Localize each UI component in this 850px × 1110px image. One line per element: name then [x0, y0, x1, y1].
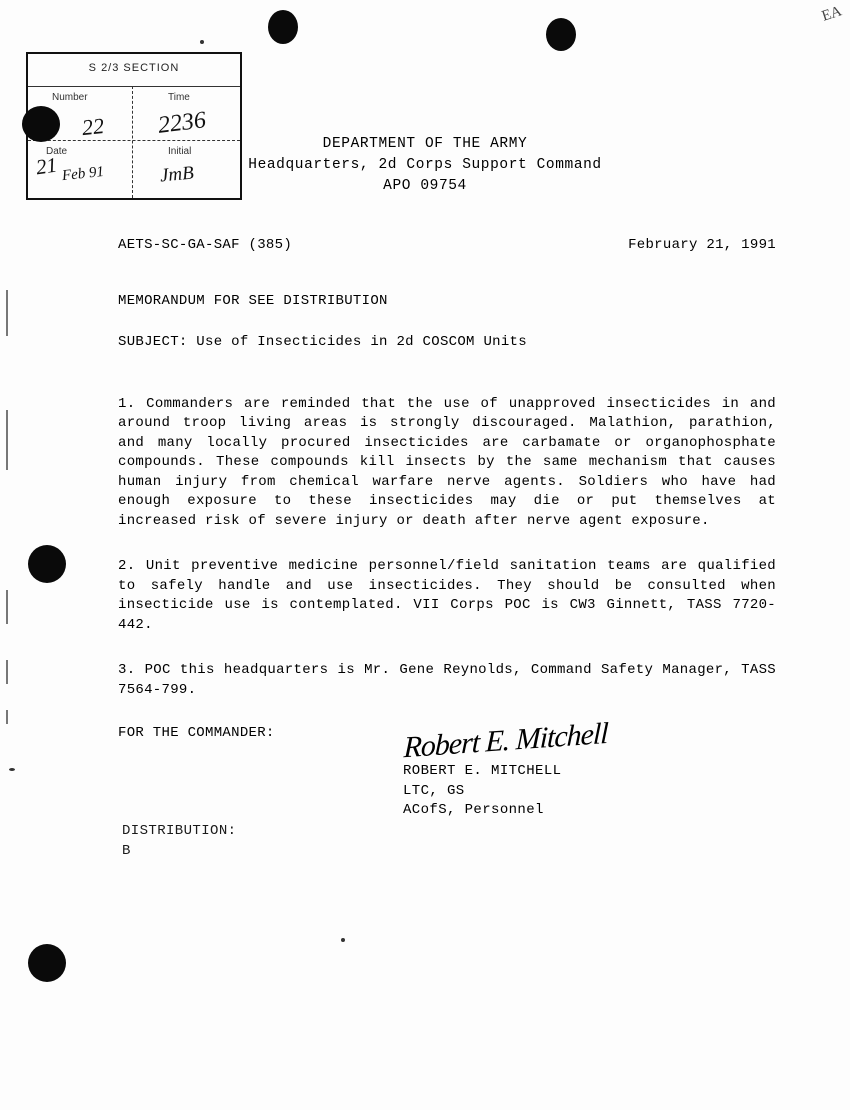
- signer-title: ACofS, Personnel: [403, 802, 544, 818]
- stamp-value-date-suffix: Feb 91: [61, 163, 105, 185]
- closing-line: FOR THE COMMANDER:: [118, 725, 275, 741]
- stamp-label-date: Date: [46, 146, 68, 157]
- office-symbol: AETS-SC-GA-SAF (385): [118, 237, 293, 253]
- distribution-block: [122, 822, 236, 861]
- signer-name: ROBERT E. MITCHELL: [403, 763, 562, 779]
- stamp-divider: [28, 86, 240, 87]
- scan-speck: [9, 768, 15, 771]
- paragraph-2: 2. Unit preventive medicine personnel/field sanitation teams are qualified to safely handle and use insecticides. They should be consulted when insecticide use is contemplated. VII Corps POC is CW3 Ginnett, TASS 7720-442.: [118, 558, 776, 633]
- subject-line: SUBJECT: Use of Insecticides in 2d COSCOM Units: [118, 334, 527, 350]
- stamp-label-initial: Initial: [168, 146, 192, 157]
- scan-speck: [341, 938, 345, 942]
- stamp-value-initial: JmB: [159, 162, 195, 187]
- scan-artifact-blot: [268, 10, 298, 44]
- stamp-value-number: 22: [80, 112, 106, 141]
- stamp-value-date: 21: [34, 152, 59, 180]
- distribution-value: B: [122, 842, 131, 859]
- signer-rank: LTC, GS: [403, 782, 465, 799]
- stamp-label-number: Number: [52, 92, 88, 103]
- document-body: [118, 236, 776, 744]
- paragraph-1: 1. Commanders are reminded that the use of unapproved insecticides in and around troop living areas is strongly discouraged. Malathion, parathion, and many locally procured insecticides are carbamate or organophosphate compounds. These compounds kill insects by the same mechanism that causes human injury from chemical warfare nerve agents. Soldiers who have had enough exposure to these insecticides may die or put themselves at increased risk of severe injury or death after nerve agent exposure.: [118, 395, 776, 529]
- handwritten-signature: Robert E. Mitchell: [403, 716, 609, 765]
- signature-block: [403, 718, 783, 821]
- stamp-label-time: Time: [168, 92, 190, 103]
- letterhead-line-1: DEPARTMENT OF THE ARMY: [322, 136, 528, 152]
- scan-artifact-blot: [28, 944, 66, 982]
- scan-edge-marks: [6, 290, 9, 830]
- header-row: [118, 236, 776, 256]
- distribution-label: DISTRIBUTION:: [122, 823, 237, 839]
- scan-speck: [200, 40, 204, 44]
- letterhead: [0, 134, 850, 197]
- document-date: February 21, 1991: [628, 237, 776, 253]
- scan-artifact-blot: [28, 545, 66, 583]
- letterhead-line-2: Headquarters, 2d Corps Support Command: [248, 157, 602, 173]
- corner-annotation: EA: [819, 3, 844, 25]
- stamp-value-time: 2236: [156, 107, 208, 139]
- paragraph-3: 3. POC this headquarters is Mr. Gene Reynolds, Command Safety Manager, TASS 7564-799.: [118, 662, 776, 698]
- scan-artifact-blot: [546, 18, 576, 51]
- memorandum-for-line: MEMORANDUM FOR SEE DISTRIBUTION: [118, 292, 388, 309]
- letterhead-line-3: APO 09754: [383, 178, 467, 194]
- stamp-title: S 2/3 SECTION: [88, 62, 180, 74]
